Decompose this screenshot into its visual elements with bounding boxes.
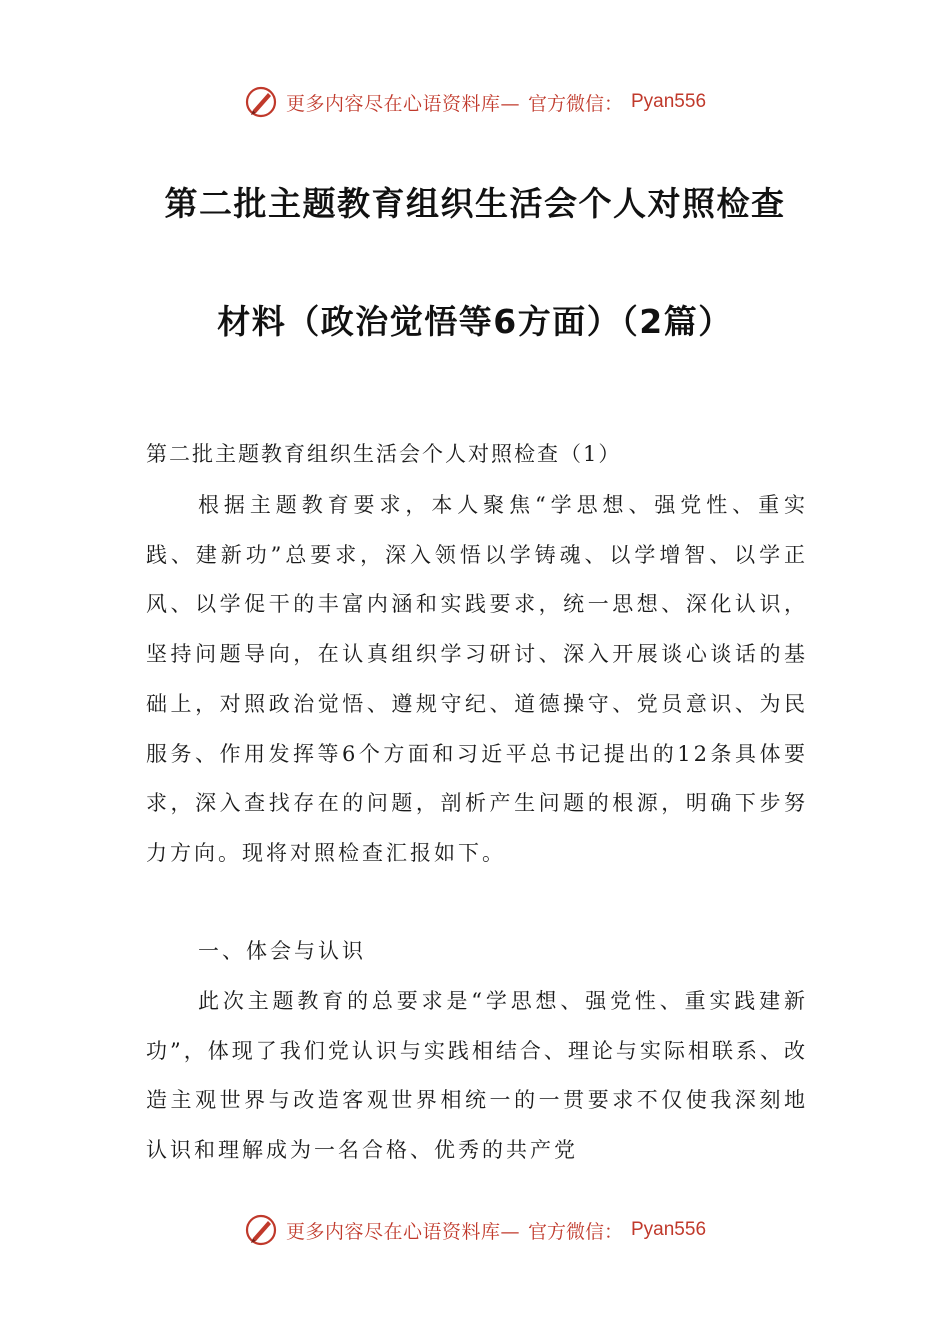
header-banner [0, 82, 950, 122]
footer-site-text: 更多内容尽在心语资料库— [285, 1220, 520, 1243]
pen-logo-icon [244, 1213, 278, 1247]
document-title-line2: 材料（政治觉悟等6方面）（2篇） [217, 302, 733, 341]
footer-wechat-label: 官方微信： [527, 1220, 623, 1243]
pen-logo-icon [244, 85, 278, 119]
section-heading-1: 一、体会与认识 [198, 939, 366, 963]
paragraph-intro: 根据主题教育要求，本人聚焦“学思想、强党性、重实践、建新功”总要求，深入领悟以学铸魂、以学增智、以学正风、以学促干的丰富内涵和实践要求，统一思想、深化认识，坚持问题导向，在认真组织学习研讨、深入开展谈心谈话的基础上，对照政治觉悟、遵规守纪、道德操守、党员意识、为民服务、作用发挥等6个方面和习近平总书记提出的12条具体要求，深入查找存在的问题，剖析产生问题的根源，明确下步努力方向。现将对照检查汇报如下。 [146, 493, 808, 865]
footer-wechat-handle: Pyan556 [631, 1219, 707, 1240]
paragraph-section1: 此次主题教育的总要求是“学思想、强党性、重实践建新功”，体现了我们党认识与实践相结合、理论与实际相联系、改造主观世界与改造客观世界相统一的一贯要求不仅使我深刻地认识和理解成为一名合格、优秀的共产党 [146, 989, 808, 1163]
document-subtitle: 第二批主题教育组织生活会个人对照检查（1） [146, 442, 622, 466]
footer-banner [0, 1210, 950, 1250]
header-wechat-label: 官方微信： [527, 92, 623, 115]
document-title-line1: 第二批主题教育组织生活会个人对照检查 [164, 184, 786, 223]
header-wechat-handle: Pyan556 [631, 91, 707, 112]
header-site-text: 更多内容尽在心语资料库— [285, 92, 520, 115]
